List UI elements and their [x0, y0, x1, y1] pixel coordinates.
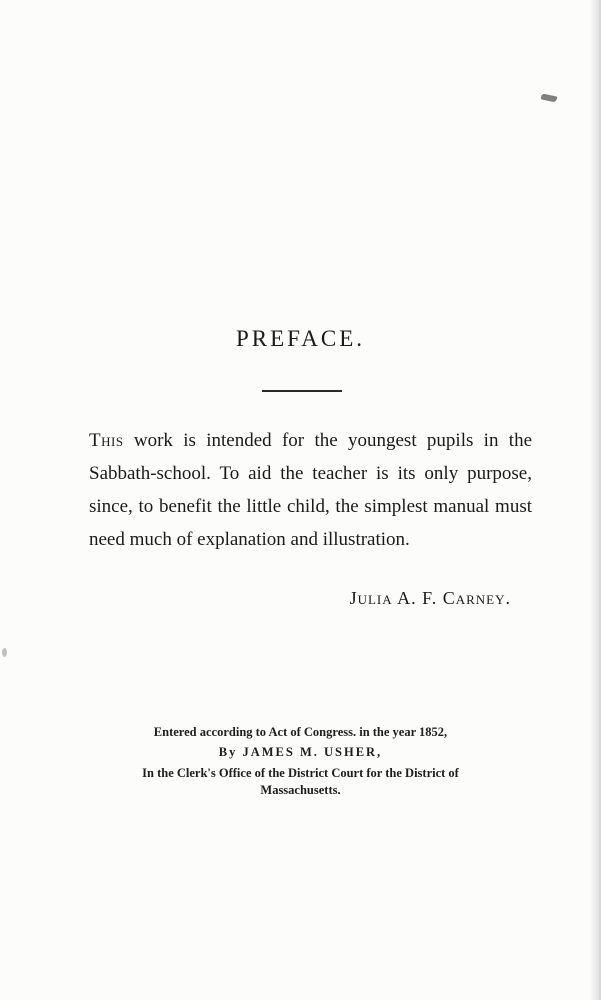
page-title: PREFACE.: [235, 326, 366, 351]
title-divider: [262, 390, 342, 392]
copyright-notice: [0, 724, 601, 799]
copyright-line-publisher: By JAMES M. USHER,: [218, 745, 383, 759]
margin-speck: [2, 648, 7, 657]
ink-smudge: [541, 93, 558, 102]
preface-paragraph: [89, 424, 532, 556]
preface-text: work is intended for the youngest pupils in the Sabbath-school. To aid the teacher is its only purpose, since, to benefit the little child, the simplest manual must need much of explanation and illustration.: [89, 430, 532, 550]
copyright-line-office: In the Clerk's Office of the District Court for the District of Massachusetts.: [142, 766, 459, 797]
preface-lead-word: This: [89, 430, 124, 451]
copyright-line-entered: Entered according to Act of Congress. in the year 1852,: [153, 725, 448, 739]
page-edge-shadow: [589, 0, 599, 1000]
author-signature: Julia A. F. Carney.: [349, 588, 511, 608]
